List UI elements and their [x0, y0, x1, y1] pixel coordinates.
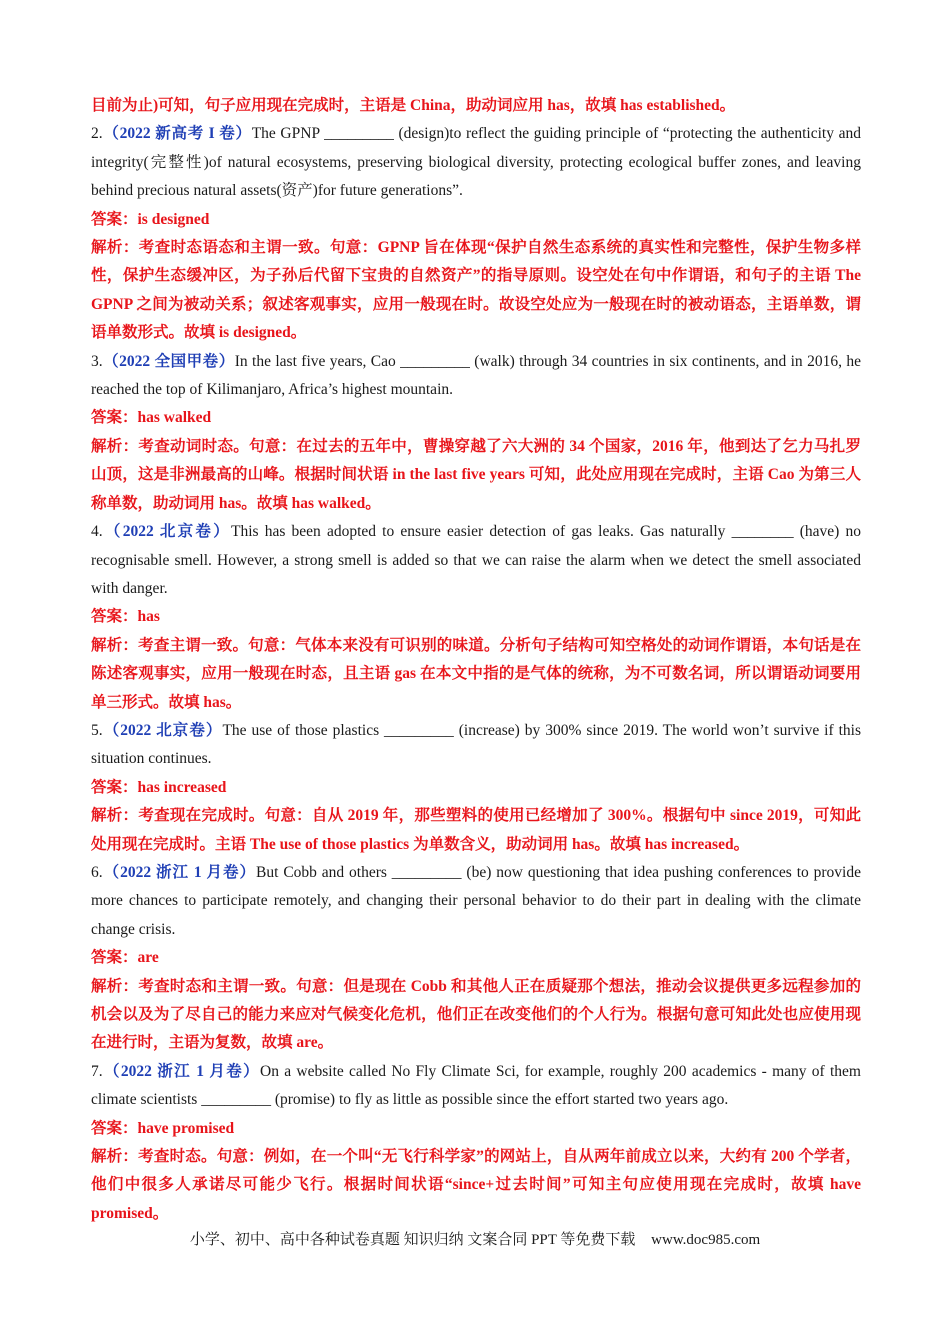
analysis-text: 解析：考查时态和主谓一致。句意：但是现在 Cobb 和其他人正在质疑那个想法，推动会议提供更多远程参加的机会以及为了尽自己的能力来应对气候变化危机，他们正在改变他们的个人行为。根据句意可知此处也应使用现在进行时，主语为复数，故填 are。 — [91, 977, 861, 1052]
question-body: But Cobb and others _________ (be) now questioning that idea pushing conferences to provide more chances to participate remotely, and changing their personal behavior to do their part in dealing with the climate change crisis. — [91, 863, 861, 938]
question-text — [91, 1058, 861, 1115]
question-number: 7. — [91, 1062, 103, 1080]
question-item — [91, 1058, 861, 1228]
question-body: The GPNP _________ (design)to reflect the guiding principle of “protecting the authenticity and integrity(完整性)of natural ecosystems, preserving biological diversity, protecting ecological buffer zones, and leaving behind precious natural assets(资产)for future generations”. — [91, 125, 861, 200]
answer-line: 答案：has walked — [91, 409, 212, 427]
question-source: （2022 北京卷） — [102, 523, 231, 541]
question-body: In the last five years, Cao _________ (walk) through 34 countries in six continents, and in 2016, he reached the top of Kilimanjaro, Africa’s highest mountain. — [91, 352, 861, 399]
analysis-text: 解析：考查时态。句意：例如，在一个叫“无飞行科学家”的网站上，自从两年前成立以来，大约有 200 个学者，他们中很多人承诺尽可能少飞行。根据时间状语“since+过去时间”可知主句应使用现在完成时，故填 have promised。 — [91, 1148, 861, 1222]
question-item — [91, 859, 861, 1058]
question-number: 3. — [91, 352, 103, 370]
question-item — [91, 518, 861, 717]
document-body — [91, 92, 861, 1228]
question-text — [91, 518, 861, 603]
question-body: The use of those plastics _________ (increase) by 300% since 2019. The world won’t survive if this situation continues. — [91, 721, 861, 768]
answer-line: 答案：are — [91, 949, 159, 967]
question-source: （2022 浙江 1 月卷） — [102, 1062, 261, 1080]
footer-url[interactable]: www.doc985.com — [651, 1232, 761, 1248]
analysis-text: 解析：考查现在完成时。句意：自从 2019 年，那些塑料的使用已经增加了 300%。根据句中 since 2019，可知此处用现在完成时。主语 The use of those plastics 为单数含义，助动词用 has。故填 has increased。 — [91, 807, 861, 853]
intro-analysis-tail: 目前为止)可知，句子应用现在完成时，主语是 China，助动词应用 has，故填 has established。 — [91, 97, 736, 114]
analysis-text: 解析：考查动词时态。句意：在过去的五年中，曹操穿越了六大洲的 34 个国家，2016 年，他到达了乞力马扎罗山顶，这是非洲最高的山峰。根据时间状语 in the last five years 可知，此处应用现在完成时，主语 Cao 为第三人称单数，助动词用 has。故填 has walked。 — [91, 437, 861, 512]
analysis-text: 解析：考查主谓一致。句意：气体本来没有可识别的味道。分析句子结构可知空格处的动词作谓语，本句话是在陈述客观事实，应用一般现在时态，且主语 gas 在本文中指的是气体的统称，为不可数名词，所以谓语动词要用单三形式。故填 has。 — [91, 636, 861, 711]
answer-line: 答案：is designed — [91, 210, 210, 228]
question-number: 2. — [91, 125, 103, 143]
question-body: This has been adopted to ensure easier detection of gas leaks. Gas naturally ________ (have) no recognisable smell. However, a strong smell is added so that we can raise the alarm when we detect the smell associated with danger. — [91, 523, 861, 597]
question-source: （2022 新高考 I 卷） — [102, 125, 252, 143]
question-source: （2022 全国甲卷） — [102, 352, 235, 370]
question-source: （2022 浙江 1 月卷） — [102, 863, 257, 881]
question-number: 4. — [91, 523, 103, 541]
question-text — [91, 717, 861, 774]
question-text — [91, 348, 861, 405]
analysis-text: 解析：考查时态语态和主谓一致。句意：GPNP 旨在体现“保护自然生态系统的真实性和完整性，保护生物多样性，保护生态缓冲区，为子孙后代留下宝贵的自然资产”的指导原则。设空处在句中作谓语，和句子的主语 The GPNP 之间为被动关系；叙述客观事实，应用一般现在时。故设空处应为一般现在时的被动语态，主语单数，谓语单数形式。故填 is designed。 — [91, 239, 861, 342]
question-item — [91, 717, 861, 859]
answer-line: 答案：has — [91, 608, 160, 626]
question-text — [91, 859, 861, 944]
page-footer — [0, 1228, 950, 1249]
footer-text: 小学、初中、高中各种试卷真题 知识归纳 文案合同 PPT 等免费下载 — [189, 1232, 636, 1248]
question-item — [91, 120, 861, 347]
question-text — [91, 120, 861, 205]
question-number: 6. — [91, 863, 103, 881]
answer-line: 答案：have promised — [91, 1119, 235, 1137]
answer-line: 答案：has increased — [91, 778, 227, 796]
question-item — [91, 348, 861, 518]
question-body: On a website called No Fly Climate Sci, for example, roughly 200 academics - many of them climate scientists _________ (promise) to fly as little as possible since the effort started two years ago. — [91, 1062, 861, 1109]
question-number: 5. — [91, 721, 103, 739]
question-source: （2022 北京卷） — [102, 721, 223, 739]
